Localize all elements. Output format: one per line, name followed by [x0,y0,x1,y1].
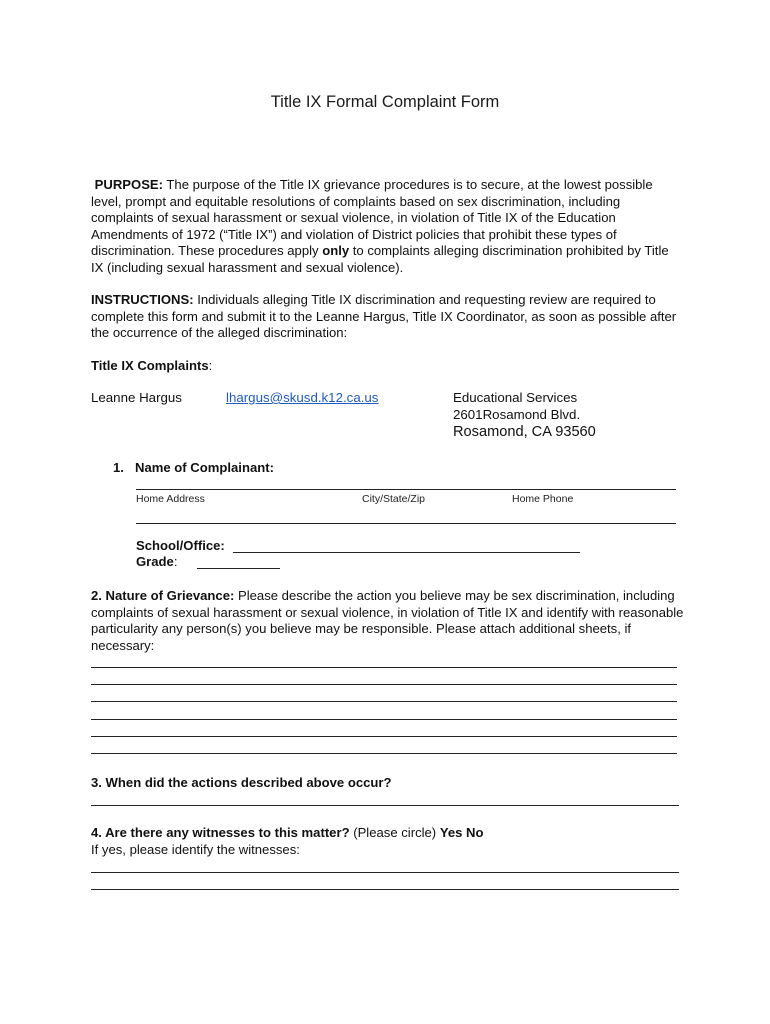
purpose-paragraph [91,177,681,277]
section4-followup: If yes, please identify the witnesses: [91,842,300,857]
purpose-label: PURPOSE: [94,177,164,192]
grade-colon: : [173,554,178,569]
grievance-line-4[interactable] [91,719,677,720]
occurrence-date-field[interactable] [91,805,679,806]
yes-option[interactable]: Yes [439,825,463,840]
complaints-label: Title IX Complaints [91,358,209,373]
grievance-line-1[interactable] [91,667,677,668]
address-line-1: Educational Services [453,390,578,405]
section3-label: 3. When did the actions described above occur? [91,775,392,790]
instructions-label: INSTRUCTIONS: [91,292,194,307]
school-office-field[interactable] [233,552,580,553]
complaints-heading [91,358,681,375]
grievance-line-6[interactable] [91,753,677,754]
grade-label-wrap [136,554,177,569]
city-state-zip-label: City/State/Zip [362,493,426,505]
grade-label: Grade [136,554,174,569]
coordinator-name: Leanne Hargus [91,390,182,405]
address-line-2: 2601Rosamond Blvd. [453,407,581,422]
section4-label: 4. Are there any witnesses to this matter? [91,825,350,840]
address-line-3: Rosamond, CA 93560 [453,424,596,440]
section1-heading [113,460,274,475]
grievance-line-3[interactable] [91,701,677,702]
home-address-label: Home Address [136,493,205,505]
page-title: Title IX Formal Complaint Form [270,93,500,111]
witnesses-line-2[interactable] [91,889,679,890]
section3-question [91,775,686,792]
section4-question [91,825,686,842]
complaints-colon: : [208,358,213,373]
section2-label: 2. Nature of Grievance: [91,588,235,603]
grievance-line-5[interactable] [91,736,677,737]
purpose-text: The purpose of the Title IX grievance procedures is to secure, at the lowest possible level, prompt and equitable resolutions of complaints based on sex discrimination, including complaints of sexual harassment or sexual violence, in violation of Title IX of the Education Amendments of 1972 (“Title IX”) and violation of District policies that prohibit these types of discrimination. These procedures apply [91,177,653,259]
home-phone-label: Home Phone [512,493,574,505]
purpose-emphasis: only [322,243,350,259]
complainant-name-field[interactable] [136,489,676,490]
purpose-text-end: to complaints alleging discrimination prohibited by Title IX (including sexual harassment and sexual violence). [91,243,669,275]
grade-field[interactable] [197,568,280,569]
grievance-line-2[interactable] [91,684,677,685]
section1-number: 1. [113,460,124,475]
coordinator-email-link[interactable]: lhargus@skusd.k12.ca.us [226,390,379,405]
instructions-paragraph [91,292,681,342]
instructions-text: Individuals alleging Title IX discrimination and requesting review are required to complete this form and submit it to the Leanne Hargus, Title IX Coordinator, as soon as possible after the occurrence of the alleged discrimination: [91,292,677,341]
school-office-label: School/Office: [136,538,225,553]
section2-paragraph [91,588,686,654]
witnesses-line-1[interactable] [91,872,679,873]
section1-label: Name of Complainant: [135,460,274,475]
no-option[interactable]: No [466,825,484,840]
address-field[interactable] [136,523,676,524]
section4-circle-text: (Please circle) [349,825,440,840]
section2-text: Please describe the action you believe may be sex discrimination, including complaints of sexual harassment or sexual violence, in violation of Title IX and identify with reasonable particularity any person(s) you believe may be responsible. Please attach additional sheets, if necessary: [91,588,684,653]
